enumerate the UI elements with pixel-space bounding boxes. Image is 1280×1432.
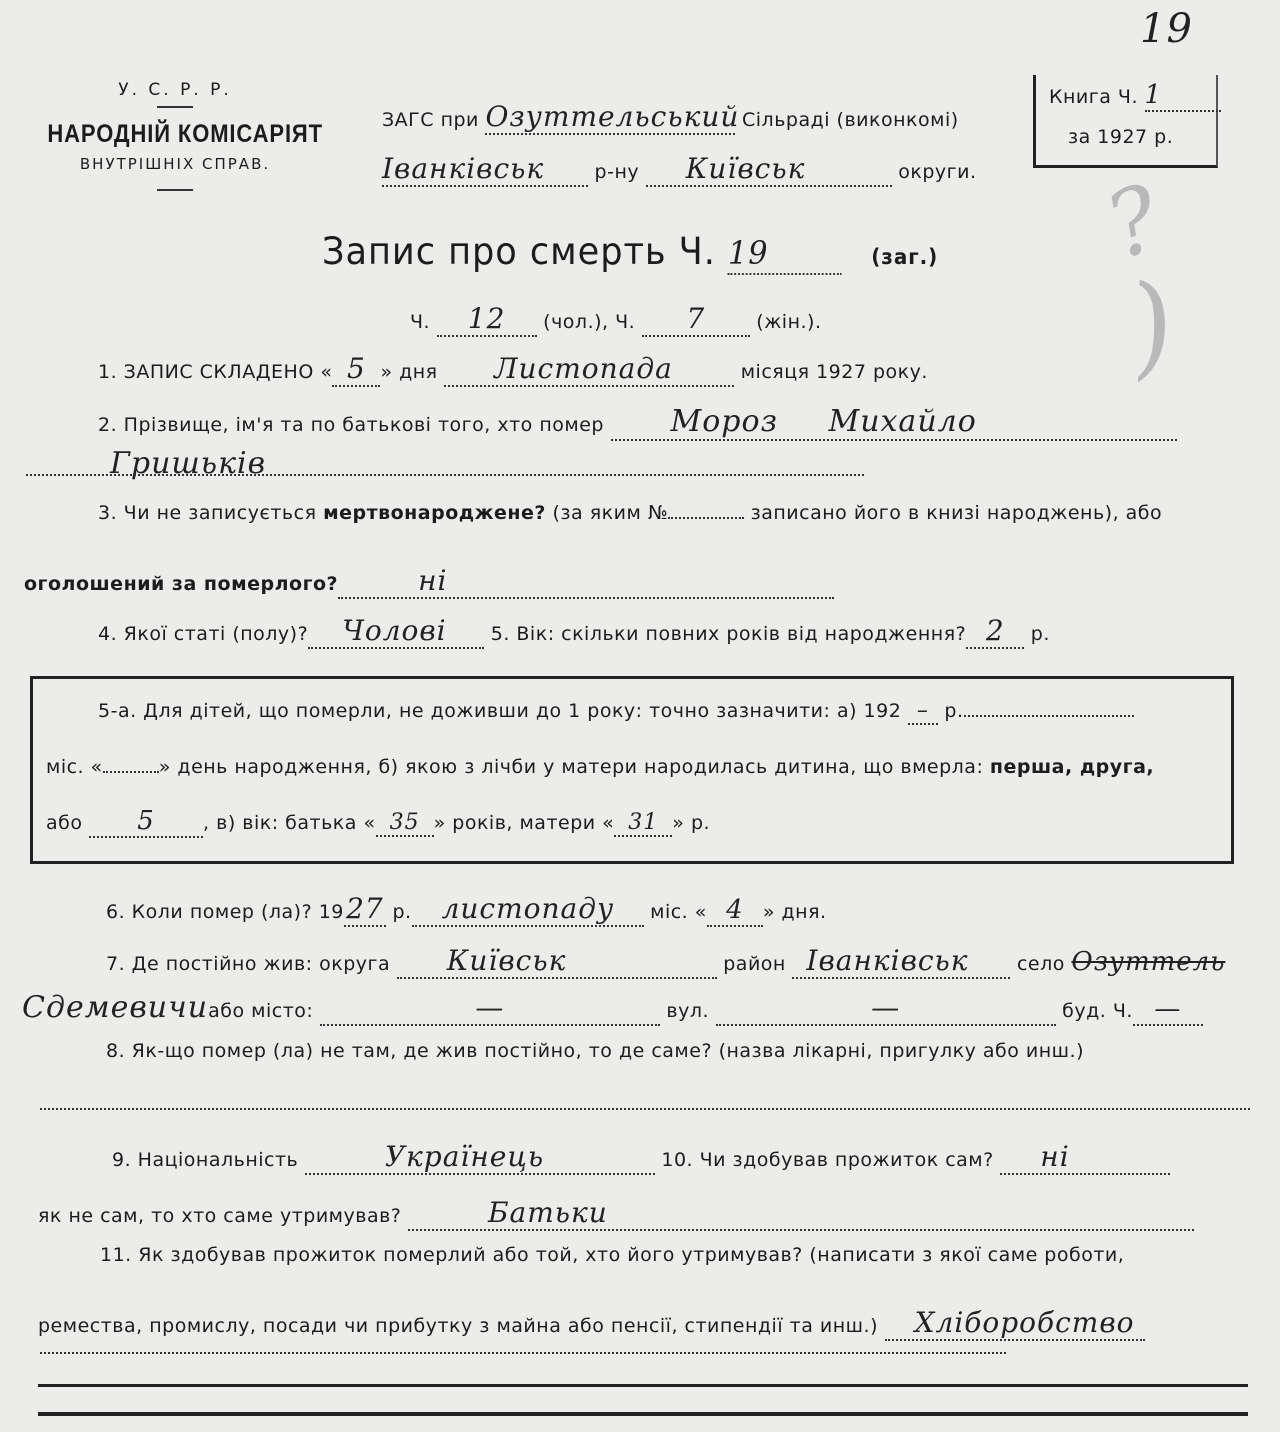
book-year: за 1927 р. (1068, 126, 1174, 148)
pencil-marking: ) (1119, 257, 1184, 391)
header-left (30, 80, 323, 191)
ussr-label: У. С. Р. Р. (118, 80, 232, 100)
question-1 (98, 352, 928, 387)
deceased-name: Мороз Михайло (670, 404, 977, 439)
district-line (382, 152, 977, 187)
female-label: (жін.). (756, 311, 822, 333)
birth-year-field (908, 698, 938, 725)
q10-label: 10. Чи здобував прожиток сам? (661, 1149, 994, 1171)
record-number-field (728, 230, 842, 275)
street-answer: — (871, 991, 901, 1024)
q4-label: 4. Якої статі (полу)? (98, 623, 309, 645)
q3-answer-field (338, 564, 834, 599)
q1-mid: » дня (380, 361, 438, 383)
question-3 (98, 502, 1162, 524)
residence-rayon: Іванківськ (806, 944, 969, 977)
month-field (444, 352, 734, 387)
mother-age: 31 (628, 810, 659, 835)
nationality-field (305, 1140, 655, 1175)
q7-text: буд. Ч. (1062, 1000, 1133, 1022)
zags-prefix: ЗАГС при (382, 109, 479, 131)
patronymic: Гришьків (110, 446, 267, 481)
name-field (611, 404, 1177, 441)
sex-field (308, 614, 484, 649)
q7-text: або місто: (208, 1000, 314, 1022)
mother-age-field (614, 810, 672, 837)
q3-text: 3. Чи не записується (98, 502, 317, 524)
birth-order: 5 (137, 806, 155, 836)
counts-line (410, 302, 822, 337)
okrug-suffix: округи. (898, 161, 977, 183)
council-field (485, 100, 740, 135)
q5a-text: 5-а. Для дітей, що померли, не доживши до 1 року: точно зазначити: а) 192 (98, 700, 902, 722)
self-support-answer: ні (1040, 1140, 1070, 1173)
q5a-line1 (98, 698, 1134, 725)
pencil-marking: ? (1093, 164, 1175, 281)
question-11 (100, 1244, 1124, 1266)
street-field (716, 991, 1056, 1026)
question-6 (106, 892, 827, 927)
nationality: Українець (384, 1140, 545, 1173)
q3-text: записано його в книзі народжень), або (750, 502, 1163, 524)
residence-rayon-field (792, 944, 1010, 979)
q5a-birth-order: перша, друга, (989, 756, 1155, 778)
birth-year: – (916, 698, 929, 723)
divider (157, 106, 193, 108)
bottom-rule (38, 1384, 1248, 1387)
day-field (332, 352, 380, 387)
age-field (966, 614, 1024, 649)
q7-text: район (723, 953, 786, 975)
occupation-field (885, 1306, 1145, 1341)
q6-text: міс. « (650, 901, 707, 923)
bottom-rule (38, 1412, 1248, 1416)
self-support-field (1000, 1140, 1170, 1175)
q5a-text: » років, матери « (433, 812, 615, 834)
q3-declared-dead: оголошений за померлого? (24, 573, 339, 595)
book-number-field (1145, 80, 1221, 112)
rayon-suffix: р-ну (594, 161, 640, 183)
q1-prefix: 1. ЗАПИС СКЛАДЕНО « (98, 361, 333, 383)
question-4-5 (98, 614, 1050, 649)
death-month: листопаду (441, 892, 615, 925)
commissariat-label: НАРОДНІЙ КОМІСАРІЯТ (47, 120, 323, 148)
age-answer: 2 (985, 614, 1005, 647)
zags-line (382, 100, 959, 135)
q5a-text: » р. (672, 812, 711, 834)
record-day: 5 (347, 352, 366, 385)
question-9-10 (112, 1140, 1170, 1175)
record-title (322, 230, 938, 275)
house-field (1133, 994, 1203, 1026)
supporter-field (408, 1196, 1194, 1231)
question-11-cont (38, 1306, 1145, 1341)
q9-label: 9. Національність (112, 1149, 299, 1171)
age-suffix: р. (1030, 623, 1050, 645)
q11-answer-field (40, 1352, 1006, 1354)
female-count: 7 (686, 302, 706, 335)
book-number: 1 (1144, 80, 1163, 110)
father-age-field (376, 810, 434, 837)
q3-answer: ні (418, 564, 448, 597)
q10-label: як не сам, то хто саме утримував? (38, 1205, 402, 1227)
residence-village: Сдемевичи (22, 990, 209, 1025)
book-label-text: Книга Ч. (1049, 86, 1138, 108)
question-10-cont (38, 1196, 1194, 1231)
okrug-field (646, 152, 892, 187)
total-label: (заг.) (871, 245, 939, 269)
birth-number-field (668, 517, 744, 519)
q5a-line3 (46, 806, 710, 838)
residence-okrug-field (397, 944, 717, 979)
q7-label: 7. Де постійно жив: округа (106, 953, 391, 975)
corner-number: 19 (1140, 6, 1193, 52)
male-count-field (437, 302, 537, 337)
q5a-text: , в) вік: батька « (203, 812, 376, 834)
record-month: Листопада (494, 352, 673, 385)
sex-answer: Чолові (342, 614, 447, 647)
question-7-cont (22, 990, 1203, 1026)
okrug-name: Київськ (685, 152, 806, 185)
q3-stillborn: мертвонароджене? (323, 502, 546, 524)
male-count: 12 (467, 302, 506, 335)
house-answer: — (1154, 994, 1182, 1024)
question-3-cont (24, 564, 834, 599)
record-number: 19 (727, 234, 769, 272)
death-day: 4 (726, 895, 744, 925)
rayon-name: Іванківськ (382, 152, 545, 185)
occupation: Хліборобство (914, 1306, 1135, 1339)
q5-label: 5. Вік: скільки повних років від народження? (490, 623, 967, 645)
zags-suffix: Сільраді (виконкомі) (742, 109, 959, 131)
book-label (1049, 80, 1221, 112)
divider (157, 189, 193, 191)
residence-okrug: Київськ (446, 944, 567, 977)
q6-text: р. (392, 901, 412, 923)
struck-village: Озуттель (1071, 947, 1226, 977)
death-year-field (344, 892, 386, 927)
q6-text: » дня. (762, 901, 827, 923)
q2-label: 2. Прізвище, ім'я та по батькові того, хто помер (98, 414, 604, 436)
death-year: 27 (346, 892, 384, 925)
q11-label: ремества, промислу, посади чи прибутку з майна або пенсії, стипендії та инш.) (38, 1315, 879, 1337)
q11-label: 11. Як здобував прожиток померлий або той, хто його утримував? (написати з якої саме роботи, (100, 1244, 1125, 1266)
male-label: (чол.), Ч. (543, 311, 636, 333)
q5a-line2 (46, 756, 1154, 778)
q8-answer-field (40, 1108, 1250, 1110)
q8-label: 8. Як-що помер (ла) не там, де жив постійно, то де саме? (назва лікарні, пригулку або инш.) (106, 1040, 1085, 1062)
female-count-field (642, 302, 750, 337)
birth-month-field (964, 715, 1134, 717)
birth-order-field (89, 806, 203, 838)
death-day-field (707, 895, 763, 927)
death-month-field (412, 892, 644, 927)
internal-affairs-label: ВНУТРІШНІХ СПРАВ. (79, 155, 271, 173)
city-answer: — (475, 991, 505, 1024)
supporter: Батьки (487, 1196, 608, 1229)
q5a-text: міс. « (46, 756, 103, 778)
q3-text: (за яким № (552, 502, 669, 524)
q5a-text: р. (944, 700, 964, 722)
q6-label: 6. Коли помер (ла)? 19 (106, 901, 344, 923)
council-name: Озуттельський (485, 100, 740, 133)
rayon-field (382, 152, 588, 187)
q5a-text: » день народження, б) якою з лічби у матери народилась дитина, що вмерла: (158, 756, 984, 778)
question-8 (106, 1040, 1084, 1062)
question-7 (106, 944, 1225, 979)
q5a-text: або (46, 812, 83, 834)
birth-day-field (103, 771, 159, 773)
counts-prefix: Ч. (410, 311, 431, 333)
question-2 (98, 404, 1177, 441)
father-age: 35 (389, 810, 420, 835)
q7-text: вул. (666, 1000, 710, 1022)
q7-text: село (1016, 953, 1065, 975)
title-text: Запис про смерть Ч. (322, 230, 716, 273)
city-field (320, 991, 660, 1026)
q1-suffix: місяця 1927 року. (740, 361, 928, 383)
patronymic-field (26, 474, 864, 476)
